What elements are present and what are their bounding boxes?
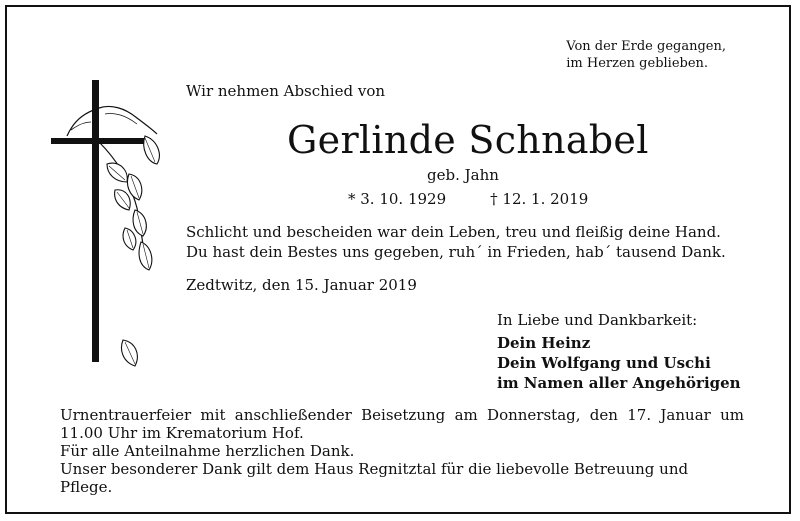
mourners-heading: In Liebe und Dankbarkeit:	[497, 311, 698, 329]
intro-text: Wir nehmen Abschied von	[186, 82, 386, 100]
notice-line-2: 11.00 Uhr im Krematorium Hof.	[60, 424, 304, 442]
mourners-list	[497, 333, 741, 393]
notice-line-3: Für alle Anteilnahme herzlichen Dank.	[60, 442, 355, 460]
mourner-name: im Namen aller Angehörigen	[497, 374, 741, 392]
motto-line-1: Von der Erde gegangen,	[566, 39, 726, 54]
place-and-date: Zedtwitz, den 15. Januar 2019	[186, 276, 417, 294]
motto	[566, 38, 726, 72]
death-date: † 12. 1. 2019	[490, 190, 589, 208]
deceased-name: Gerlinde Schnabel	[287, 118, 649, 162]
verse	[186, 222, 726, 262]
birth-name: geb. Jahn	[427, 166, 499, 184]
verse-line-2: Du hast dein Bestes uns gegeben, ruh´ in Frieden, hab´ tausend Dank.	[186, 243, 726, 261]
birth-date: * 3. 10. 1929	[348, 190, 447, 208]
cross-with-branch-icon	[45, 78, 165, 378]
notice-line-1: Urnentrauerfeier mit anschließender Beisetzung am Donnerstag, den 17. Januar um	[60, 406, 744, 424]
mourner-name: Dein Heinz	[497, 334, 591, 352]
life-dates	[348, 190, 588, 208]
mourner-name: Dein Wolfgang und Uschi	[497, 354, 711, 372]
verse-line-1: Schlicht und bescheiden war dein Leben, treu und fleißig deine Hand.	[186, 223, 721, 241]
funeral-notice	[60, 406, 744, 496]
notice-line-4: Unser besonderer Dank gilt dem Haus Regnitztal für die liebevolle Betreuung und Pflege.	[60, 460, 689, 496]
motto-line-2: im Herzen geblieben.	[566, 56, 709, 71]
